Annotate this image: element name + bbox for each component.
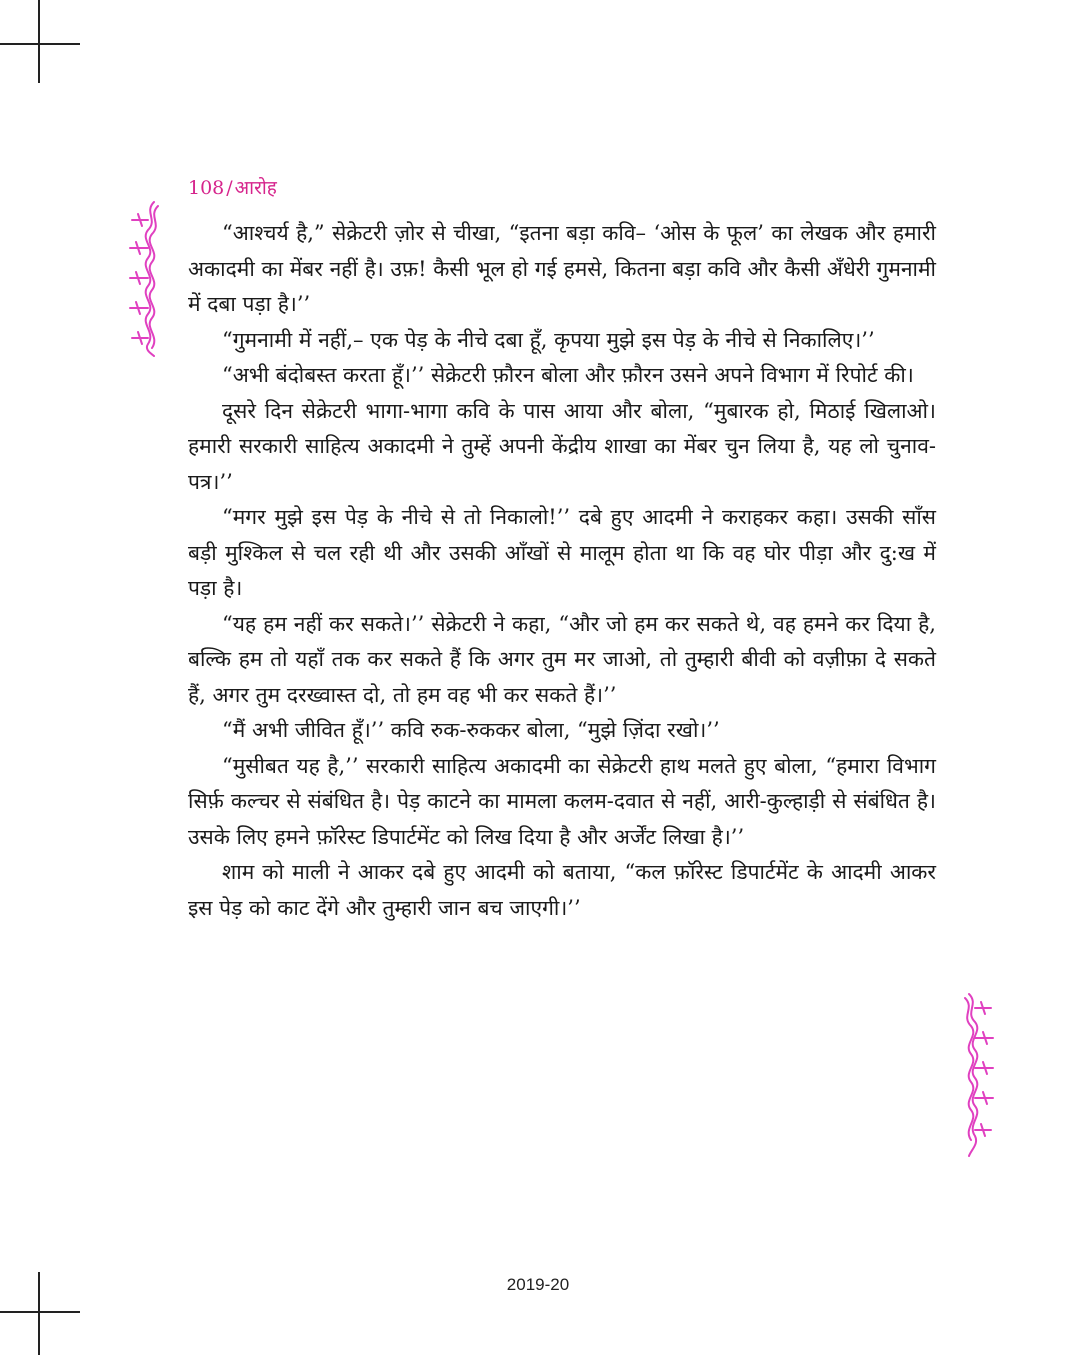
header-separator: / xyxy=(226,177,233,199)
book-title: आरोह xyxy=(234,177,277,199)
paragraph: “मुसीबत यह है,’’ सरकारी साहित्य अकादमी का सेक्रेटरी हाथ मलते हुए बोला, “हमारा विभाग सिर्फ़ कल्चर से संबंधित है। पेड़ काटने का मामला कलम-दवात से नहीं, आरी-कुल्हाड़ी से संबंधित है। उसके लिए हमने फ़ॉरेस्ट डिपार्टमेंट को लिख दिया है और अर्जेंट लिखा है।’’ xyxy=(188,753,936,849)
paragraph: “मगर मुझे इस पेड़ के नीचे से तो निकालो!’’ दबे हुए आदमी ने कराहकर कहा। उसकी साँस बड़ी मुश्किल से चल रही थी और उसकी आँखों से मालूम होता था कि वह घोर पीड़ा और दु:ख में पड़ा है। xyxy=(188,505,936,600)
footer-year: 2019-20 xyxy=(506,1275,570,1294)
crop-mark-top-left-vertical xyxy=(38,0,40,83)
paragraph: “मैं अभी जीवित हूँ।’’ कवि रुक-रुककर बोला, “मुझे ज़िंदा रखो।’’ xyxy=(222,718,720,742)
paragraph: “गुमनामी में नहीं,– एक पेड़ के नीचे दबा हूँ, कृपया मुझे इस पेड़ के नीचे से निकालिए।’’ xyxy=(222,327,875,352)
chapter-text xyxy=(188,216,936,926)
right-vine-ornament-icon xyxy=(955,990,1005,1160)
crop-mark-top-left-horizontal xyxy=(0,43,80,45)
left-vine-ornament-icon xyxy=(118,198,168,358)
running-header xyxy=(188,174,277,200)
page-number: 108 xyxy=(188,177,225,199)
paragraph: दूसरे दिन सेक्रेटरी भागा-भागा कवि के पास आया और बोला, “मुबारक हो, मिठाई खिलाओ। हमारी सरकारी साहित्य अकादमी ने तुम्हें अपनी केंद्रीय शाखा का मेंबर चुन लिया है, यह लो चुनाव-पत्र।’’ xyxy=(188,398,936,494)
paragraph: “आश्चर्य है,” सेक्रेटरी ज़ोर से चीखा, “इतना बड़ा कवि– ‘ओस के फूल’ का लेखक और हमारी अकादमी का मेंबर नहीं है। उफ़! कैसी भूल हो गई हमसे, कितना बड़ा कवि और कैसी अँधेरी गुमनामी में दबा पड़ा है।’’ xyxy=(188,221,936,316)
crop-mark-bottom-left-horizontal xyxy=(0,1311,80,1313)
paragraph: “अभी बंदोबस्त करता हूँ।’’ सेक्रेटरी फ़ौरन बोला और फ़ौरन उसने अपने विभाग में रिपोर्ट की। xyxy=(222,363,914,387)
paragraph: “यह हम नहीं कर सकते।’’ सेक्रेटरी ने कहा, “और जो हम कर सकते थे, वह हमने कर दिया है, बल्कि हम तो यहाँ तक कर सकते हैं कि अगर तुम मर जाओ, तो तुम्हारी बीवी को वज़ीफ़ा दे सकते हैं, अगर तुम दरख्वास्त दो, तो हम वह भी कर सकते हैं।’’ xyxy=(188,611,936,707)
paragraph: शाम को माली ने आकर दबे हुए आदमी को बताया, “कल फ़ॉरेस्ट डिपार्टमेंट के आदमी आकर इस पेड़ को काट देंगे और तुम्हारी जान बच जाएगी।’’ xyxy=(188,860,936,920)
